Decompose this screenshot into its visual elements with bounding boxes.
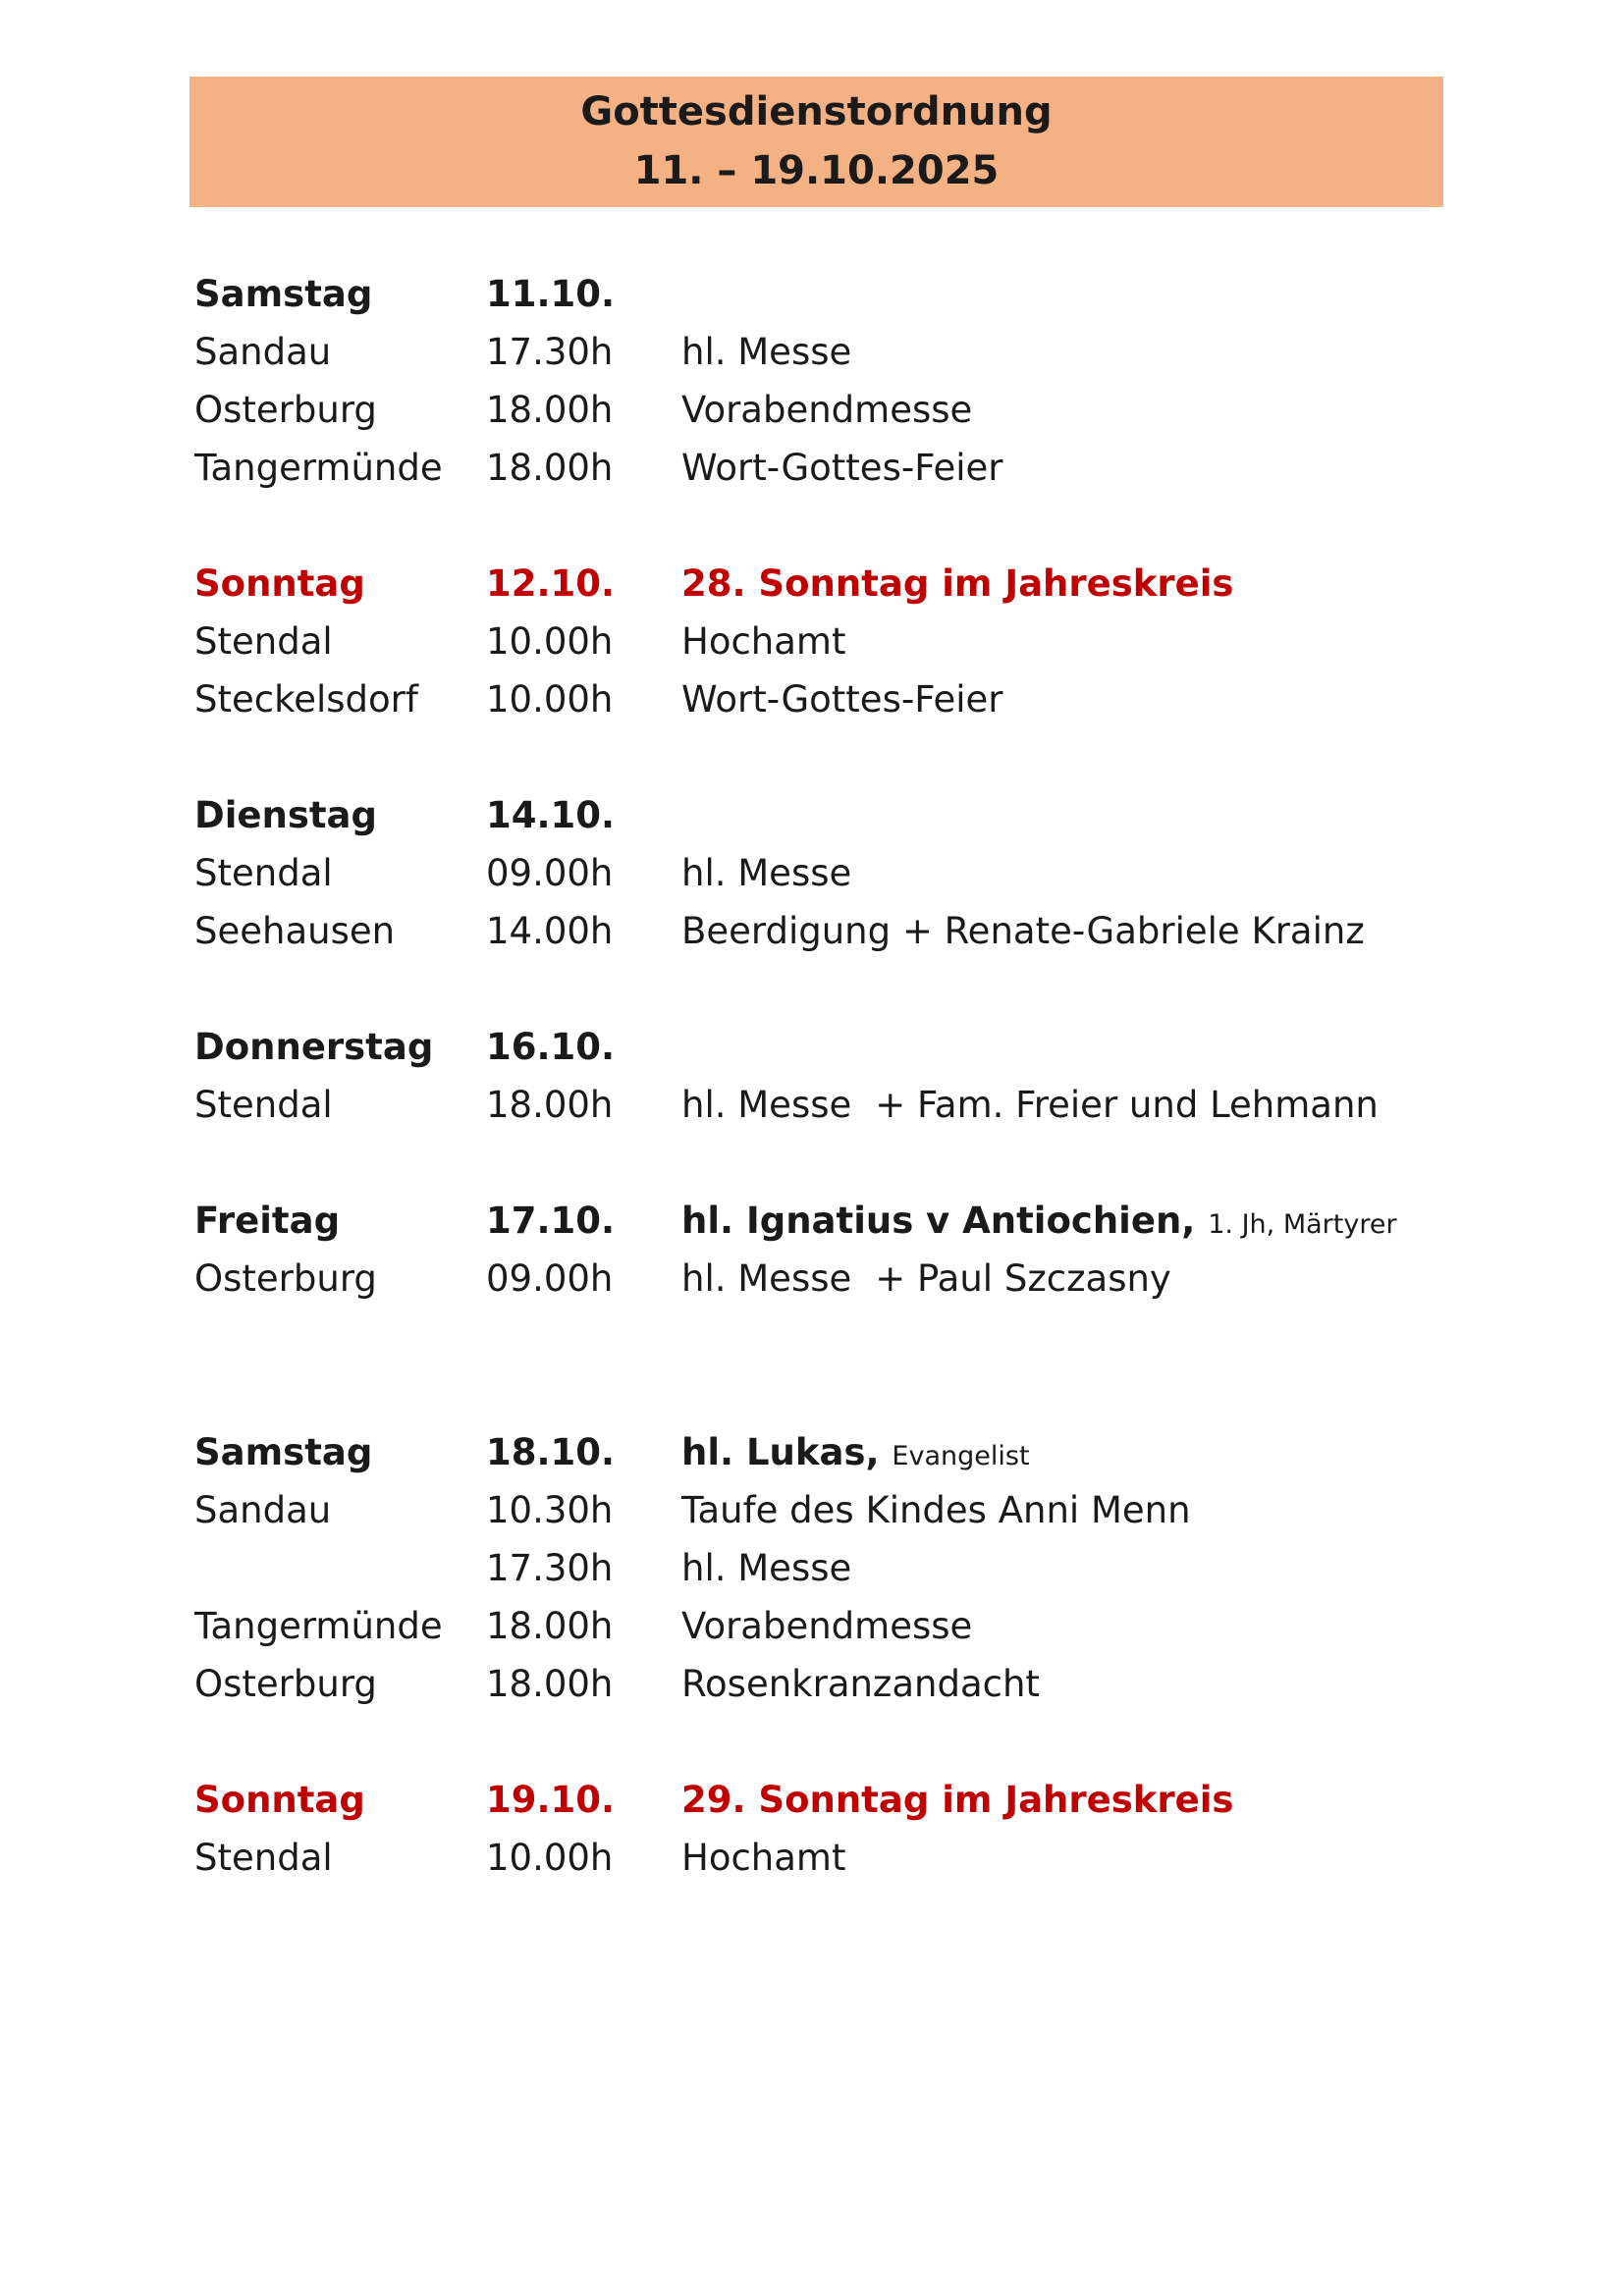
- time: 10.00h: [486, 620, 614, 663]
- time: 10.00h: [486, 1837, 614, 1879]
- entry-row: [194, 902, 1471, 960]
- entry-row: [194, 1076, 1471, 1134]
- day-block-donnerstag-16: [194, 1018, 1471, 1134]
- place: Sandau: [194, 331, 332, 373]
- service: hl. Messe: [681, 1547, 852, 1589]
- page-title: Gottesdienstordnung: [580, 89, 1053, 134]
- place: Stendal: [194, 852, 333, 894]
- entry-row: [194, 1250, 1471, 1308]
- day-block-samstag-11: [194, 265, 1471, 497]
- time: 17.30h: [486, 331, 614, 373]
- time: 14.00h: [486, 910, 614, 952]
- time: 18.00h: [486, 1605, 614, 1647]
- feast-note: 1. Jh, Märtyrer: [1208, 1209, 1397, 1240]
- service: hl. Messe: [681, 331, 852, 373]
- time: 18.00h: [486, 389, 614, 431]
- day-block-dienstag-14: [194, 786, 1471, 960]
- service: Rosenkranzandacht: [681, 1663, 1040, 1705]
- service: Taufe des Kindes Anni Menn: [681, 1489, 1191, 1531]
- entry-row: [194, 1655, 1471, 1713]
- service-with-intention: [681, 1250, 1171, 1308]
- feast-title: hl. Ignatius v Antiochien,: [681, 1200, 1196, 1242]
- time: 18.00h: [486, 1663, 614, 1705]
- date: 12.10.: [486, 562, 616, 605]
- day-header: [194, 1192, 1471, 1250]
- service: Hochamt: [681, 620, 846, 663]
- date: 11.10.: [486, 273, 616, 315]
- day-block-sonntag-19: [194, 1771, 1471, 1887]
- service: hl. Messe: [681, 852, 852, 894]
- service: Vorabendmesse: [681, 389, 973, 431]
- intention: + Fam. Freier und Lehmann: [875, 1084, 1379, 1126]
- weekday: Donnerstag: [194, 1026, 434, 1068]
- day-header: [194, 555, 1471, 613]
- service: Wort-Gottes-Feier: [681, 678, 1003, 721]
- service: hl. Messe: [681, 1257, 852, 1300]
- place: Seehausen: [194, 910, 396, 952]
- day-header: [194, 265, 1471, 323]
- service: Vorabendmesse: [681, 1605, 973, 1647]
- service-with-intention: [681, 1076, 1379, 1134]
- weekday: Samstag: [194, 1431, 373, 1473]
- date: 18.10.: [486, 1431, 616, 1473]
- time: 10.00h: [486, 678, 614, 721]
- feast: [681, 1423, 1030, 1485]
- place: Stendal: [194, 1837, 333, 1879]
- entry-row: [194, 1481, 1471, 1539]
- date: 14.10.: [486, 794, 616, 836]
- intention: + Paul Szczasny: [875, 1257, 1171, 1300]
- place: Steckelsdorf: [194, 678, 418, 721]
- weekday: Sonntag: [194, 1779, 365, 1821]
- date: 16.10.: [486, 1026, 616, 1068]
- feast-note: Evangelist: [892, 1441, 1030, 1471]
- time: 17.30h: [486, 1547, 614, 1589]
- schedule: [194, 265, 1471, 1945]
- entry-row: [194, 1539, 1471, 1597]
- day-block-samstag-18: [194, 1423, 1471, 1713]
- weekday: Sonntag: [194, 562, 365, 605]
- time: 09.00h: [486, 852, 614, 894]
- header-banner: [189, 77, 1443, 207]
- place: Osterburg: [194, 389, 377, 431]
- service: hl. Messe: [681, 1084, 852, 1126]
- place: Sandau: [194, 1489, 332, 1531]
- place: Stendal: [194, 620, 333, 663]
- day-header: [194, 786, 1471, 844]
- weekday: Dienstag: [194, 794, 377, 836]
- entry-row: [194, 1597, 1471, 1655]
- day-header: [194, 1423, 1471, 1481]
- day-block-sonntag-12: [194, 555, 1471, 728]
- service: Beerdigung + Renate-Gabriele Krainz: [681, 910, 1365, 952]
- entry-row: [194, 439, 1471, 497]
- place: Osterburg: [194, 1257, 377, 1300]
- time: 09.00h: [486, 1257, 614, 1300]
- entry-row: [194, 613, 1471, 670]
- day-block-freitag-17: [194, 1192, 1471, 1308]
- service: Hochamt: [681, 1837, 846, 1879]
- weekday: Freitag: [194, 1200, 341, 1242]
- place: Osterburg: [194, 1663, 377, 1705]
- date-range: 11. – 19.10.2025: [633, 148, 1000, 193]
- weekday: Samstag: [194, 273, 373, 315]
- entry-row: [194, 844, 1471, 902]
- time: 10.30h: [486, 1489, 614, 1531]
- service: Wort-Gottes-Feier: [681, 447, 1003, 489]
- entry-row: [194, 1829, 1471, 1887]
- day-header: [194, 1018, 1471, 1076]
- entry-row: [194, 670, 1471, 728]
- entry-row: [194, 323, 1471, 381]
- place: Tangermünde: [194, 1605, 443, 1647]
- time: 18.00h: [486, 447, 614, 489]
- time: 18.00h: [486, 1084, 614, 1126]
- place: Stendal: [194, 1084, 333, 1126]
- date: 17.10.: [486, 1200, 616, 1242]
- place: Tangermünde: [194, 447, 443, 489]
- entry-row: [194, 381, 1471, 439]
- date: 19.10.: [486, 1779, 616, 1821]
- feast-title: hl. Lukas,: [681, 1431, 880, 1473]
- feast: [681, 1192, 1397, 1254]
- day-header: [194, 1771, 1471, 1829]
- feast-title: 28. Sonntag im Jahreskreis: [681, 562, 1234, 605]
- feast-title: 29. Sonntag im Jahreskreis: [681, 1779, 1234, 1821]
